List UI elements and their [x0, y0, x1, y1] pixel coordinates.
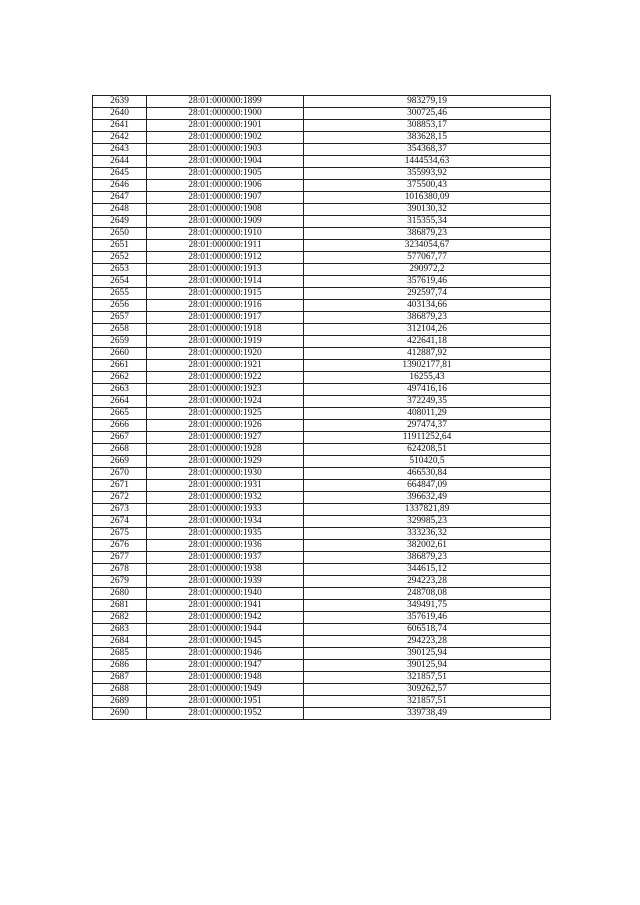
row-number-cell: 2658 [93, 324, 147, 336]
row-number-cell: 2689 [93, 696, 147, 708]
table-row [93, 96, 551, 108]
row-number-cell: 2676 [93, 540, 147, 552]
table-row [93, 144, 551, 156]
value-cell: 390130,32 [304, 204, 551, 216]
value-cell: 510420,5 [304, 456, 551, 468]
cadastral-number-cell: 28:01:000000:1922 [147, 372, 304, 384]
table-row [93, 444, 551, 456]
cadastral-number-cell: 28:01:000000:1946 [147, 648, 304, 660]
value-cell: 349491,75 [304, 600, 551, 612]
row-number-cell: 2647 [93, 192, 147, 204]
value-cell: 339738,49 [304, 708, 551, 720]
value-cell: 308853,17 [304, 120, 551, 132]
row-number-cell: 2673 [93, 504, 147, 516]
cadastral-number-cell: 28:01:000000:1904 [147, 156, 304, 168]
cadastral-value-table [92, 95, 551, 720]
table-row [93, 516, 551, 528]
row-number-cell: 2659 [93, 336, 147, 348]
value-cell: 396632,49 [304, 492, 551, 504]
row-number-cell: 2679 [93, 576, 147, 588]
cadastral-number-cell: 28:01:000000:1929 [147, 456, 304, 468]
table-row [93, 372, 551, 384]
row-number-cell: 2661 [93, 360, 147, 372]
table-row [93, 168, 551, 180]
cadastral-number-cell: 28:01:000000:1919 [147, 336, 304, 348]
cadastral-number-cell: 28:01:000000:1915 [147, 288, 304, 300]
cadastral-number-cell: 28:01:000000:1930 [147, 468, 304, 480]
cadastral-number-cell: 28:01:000000:1910 [147, 228, 304, 240]
table-row [93, 288, 551, 300]
table-row [93, 204, 551, 216]
value-cell: 606518,74 [304, 624, 551, 636]
cadastral-number-cell: 28:01:000000:1926 [147, 420, 304, 432]
table-body [93, 96, 551, 720]
cadastral-number-cell: 28:01:000000:1932 [147, 492, 304, 504]
table-row [93, 192, 551, 204]
table-row [93, 252, 551, 264]
cadastral-number-cell: 28:01:000000:1945 [147, 636, 304, 648]
row-number-cell: 2654 [93, 276, 147, 288]
value-cell: 297474,37 [304, 420, 551, 432]
value-cell: 1444534,63 [304, 156, 551, 168]
table-row [93, 540, 551, 552]
cadastral-number-cell: 28:01:000000:1920 [147, 348, 304, 360]
table-row [93, 108, 551, 120]
row-number-cell: 2690 [93, 708, 147, 720]
value-cell: 466530,84 [304, 468, 551, 480]
row-number-cell: 2640 [93, 108, 147, 120]
table-row [93, 324, 551, 336]
table-row [93, 180, 551, 192]
table-row [93, 612, 551, 624]
value-cell: 403134,66 [304, 300, 551, 312]
value-cell: 3234054,67 [304, 240, 551, 252]
row-number-cell: 2651 [93, 240, 147, 252]
table-row [93, 384, 551, 396]
cadastral-number-cell: 28:01:000000:1900 [147, 108, 304, 120]
table-row [93, 528, 551, 540]
row-number-cell: 2639 [93, 96, 147, 108]
cadastral-number-cell: 28:01:000000:1952 [147, 708, 304, 720]
cadastral-number-cell: 28:01:000000:1938 [147, 564, 304, 576]
table-row [93, 600, 551, 612]
value-cell: 386879,23 [304, 552, 551, 564]
table-row [93, 648, 551, 660]
value-cell: 329985,23 [304, 516, 551, 528]
table-row [93, 564, 551, 576]
table-row [93, 504, 551, 516]
cadastral-number-cell: 28:01:000000:1923 [147, 384, 304, 396]
row-number-cell: 2672 [93, 492, 147, 504]
table-row [93, 696, 551, 708]
table-row [93, 576, 551, 588]
table-row [93, 120, 551, 132]
value-cell: 294223,28 [304, 576, 551, 588]
row-number-cell: 2653 [93, 264, 147, 276]
table-row [93, 432, 551, 444]
value-cell: 1016380,09 [304, 192, 551, 204]
table-row [93, 228, 551, 240]
value-cell: 357619,46 [304, 276, 551, 288]
row-number-cell: 2643 [93, 144, 147, 156]
row-number-cell: 2656 [93, 300, 147, 312]
cadastral-number-cell: 28:01:000000:1917 [147, 312, 304, 324]
value-cell: 390125,94 [304, 660, 551, 672]
value-cell: 624208,51 [304, 444, 551, 456]
row-number-cell: 2664 [93, 396, 147, 408]
row-number-cell: 2646 [93, 180, 147, 192]
value-cell: 383628,15 [304, 132, 551, 144]
value-cell: 309262,57 [304, 684, 551, 696]
value-cell: 355993,92 [304, 168, 551, 180]
row-number-cell: 2662 [93, 372, 147, 384]
value-cell: 497416,16 [304, 384, 551, 396]
cadastral-number-cell: 28:01:000000:1914 [147, 276, 304, 288]
row-number-cell: 2677 [93, 552, 147, 564]
value-cell: 16255,43 [304, 372, 551, 384]
cadastral-number-cell: 28:01:000000:1912 [147, 252, 304, 264]
value-cell: 382002,61 [304, 540, 551, 552]
row-number-cell: 2644 [93, 156, 147, 168]
value-cell: 408011,29 [304, 408, 551, 420]
cadastral-number-cell: 28:01:000000:1931 [147, 480, 304, 492]
value-cell: 248708,08 [304, 588, 551, 600]
cadastral-number-cell: 28:01:000000:1941 [147, 600, 304, 612]
cadastral-number-cell: 28:01:000000:1949 [147, 684, 304, 696]
cadastral-number-cell: 28:01:000000:1901 [147, 120, 304, 132]
value-cell: 344615,12 [304, 564, 551, 576]
table-row [93, 312, 551, 324]
cadastral-number-cell: 28:01:000000:1933 [147, 504, 304, 516]
value-cell: 11911252,64 [304, 432, 551, 444]
table-row [93, 552, 551, 564]
row-number-cell: 2675 [93, 528, 147, 540]
row-number-cell: 2648 [93, 204, 147, 216]
row-number-cell: 2641 [93, 120, 147, 132]
cadastral-number-cell: 28:01:000000:1947 [147, 660, 304, 672]
table-row [93, 408, 551, 420]
cadastral-number-cell: 28:01:000000:1909 [147, 216, 304, 228]
value-cell: 577067,77 [304, 252, 551, 264]
cadastral-number-cell: 28:01:000000:1913 [147, 264, 304, 276]
table-row [93, 156, 551, 168]
row-number-cell: 2650 [93, 228, 147, 240]
table-row [93, 420, 551, 432]
table-row [93, 276, 551, 288]
table-row [93, 624, 551, 636]
cadastral-number-cell: 28:01:000000:1924 [147, 396, 304, 408]
row-number-cell: 2667 [93, 432, 147, 444]
cadastral-number-cell: 28:01:000000:1940 [147, 588, 304, 600]
table-row [93, 360, 551, 372]
cadastral-number-cell: 28:01:000000:1936 [147, 540, 304, 552]
value-cell: 300725,46 [304, 108, 551, 120]
row-number-cell: 2687 [93, 672, 147, 684]
table-row [93, 636, 551, 648]
table-row [93, 216, 551, 228]
value-cell: 386879,23 [304, 312, 551, 324]
table-row [93, 132, 551, 144]
table-row [93, 348, 551, 360]
value-cell: 372249,35 [304, 396, 551, 408]
cadastral-number-cell: 28:01:000000:1916 [147, 300, 304, 312]
cadastral-number-cell: 28:01:000000:1939 [147, 576, 304, 588]
row-number-cell: 2670 [93, 468, 147, 480]
row-number-cell: 2682 [93, 612, 147, 624]
value-cell: 983279,19 [304, 96, 551, 108]
row-number-cell: 2657 [93, 312, 147, 324]
table-row [93, 480, 551, 492]
value-cell: 354368,37 [304, 144, 551, 156]
cadastral-number-cell: 28:01:000000:1911 [147, 240, 304, 252]
row-number-cell: 2688 [93, 684, 147, 696]
cadastral-number-cell: 28:01:000000:1907 [147, 192, 304, 204]
table-row [93, 684, 551, 696]
table-row [93, 468, 551, 480]
cadastral-number-cell: 28:01:000000:1942 [147, 612, 304, 624]
row-number-cell: 2663 [93, 384, 147, 396]
value-cell: 290972,2 [304, 264, 551, 276]
value-cell: 13902177,81 [304, 360, 551, 372]
value-cell: 357619,46 [304, 612, 551, 624]
row-number-cell: 2652 [93, 252, 147, 264]
cadastral-number-cell: 28:01:000000:1906 [147, 180, 304, 192]
table-row [93, 588, 551, 600]
row-number-cell: 2666 [93, 420, 147, 432]
row-number-cell: 2668 [93, 444, 147, 456]
row-number-cell: 2674 [93, 516, 147, 528]
cadastral-number-cell: 28:01:000000:1951 [147, 696, 304, 708]
value-cell: 1337821,89 [304, 504, 551, 516]
table-row [93, 264, 551, 276]
table-row [93, 672, 551, 684]
table-row [93, 300, 551, 312]
table-row [93, 240, 551, 252]
row-number-cell: 2681 [93, 600, 147, 612]
value-cell: 315355,34 [304, 216, 551, 228]
value-cell: 375500,43 [304, 180, 551, 192]
cadastral-number-cell: 28:01:000000:1935 [147, 528, 304, 540]
row-number-cell: 2669 [93, 456, 147, 468]
cadastral-number-cell: 28:01:000000:1948 [147, 672, 304, 684]
value-cell: 333236,32 [304, 528, 551, 540]
cadastral-number-cell: 28:01:000000:1905 [147, 168, 304, 180]
cadastral-number-cell: 28:01:000000:1925 [147, 408, 304, 420]
cadastral-number-cell: 28:01:000000:1934 [147, 516, 304, 528]
cadastral-number-cell: 28:01:000000:1921 [147, 360, 304, 372]
cadastral-number-cell: 28:01:000000:1899 [147, 96, 304, 108]
value-cell: 321857,51 [304, 672, 551, 684]
row-number-cell: 2645 [93, 168, 147, 180]
value-cell: 422641,18 [304, 336, 551, 348]
value-cell: 321857,51 [304, 696, 551, 708]
table-row [93, 708, 551, 720]
value-cell: 292597,74 [304, 288, 551, 300]
row-number-cell: 2671 [93, 480, 147, 492]
row-number-cell: 2665 [93, 408, 147, 420]
row-number-cell: 2655 [93, 288, 147, 300]
row-number-cell: 2642 [93, 132, 147, 144]
row-number-cell: 2678 [93, 564, 147, 576]
cadastral-number-cell: 28:01:000000:1902 [147, 132, 304, 144]
cadastral-number-cell: 28:01:000000:1903 [147, 144, 304, 156]
cadastral-number-cell: 28:01:000000:1918 [147, 324, 304, 336]
row-number-cell: 2680 [93, 588, 147, 600]
cadastral-number-cell: 28:01:000000:1928 [147, 444, 304, 456]
cadastral-number-cell: 28:01:000000:1937 [147, 552, 304, 564]
row-number-cell: 2685 [93, 648, 147, 660]
value-cell: 312104,26 [304, 324, 551, 336]
table-row [93, 396, 551, 408]
row-number-cell: 2686 [93, 660, 147, 672]
row-number-cell: 2683 [93, 624, 147, 636]
cadastral-number-cell: 28:01:000000:1927 [147, 432, 304, 444]
value-cell: 390125,94 [304, 648, 551, 660]
cadastral-number-cell: 28:01:000000:1908 [147, 204, 304, 216]
value-cell: 386879,23 [304, 228, 551, 240]
value-cell: 412887,92 [304, 348, 551, 360]
cadastral-number-cell: 28:01:000000:1944 [147, 624, 304, 636]
table-row [93, 456, 551, 468]
value-cell: 294223,28 [304, 636, 551, 648]
table-row [93, 336, 551, 348]
table-row [93, 492, 551, 504]
row-number-cell: 2684 [93, 636, 147, 648]
table-row [93, 660, 551, 672]
row-number-cell: 2649 [93, 216, 147, 228]
row-number-cell: 2660 [93, 348, 147, 360]
value-cell: 664847,09 [304, 480, 551, 492]
